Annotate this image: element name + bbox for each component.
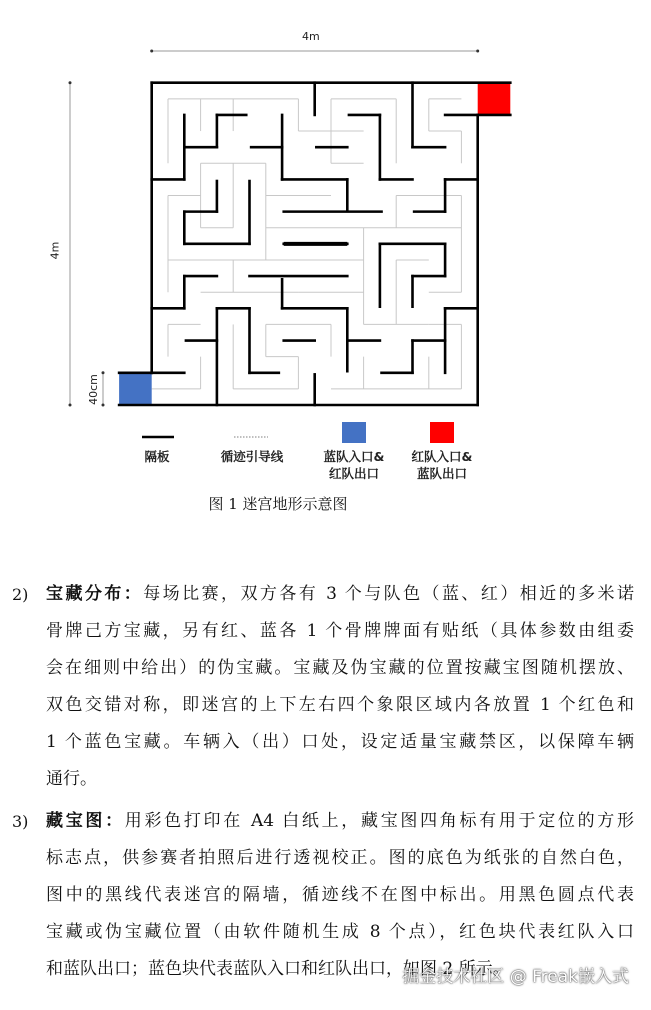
paragraph-line: 1 个蓝色宝藏。车辆入（出）口处，设定适量宝藏禁区，以保障车辆	[46, 732, 634, 752]
legend-wall-label: 隔板	[144, 449, 170, 464]
blue-entrance-block	[119, 373, 152, 405]
figure-caption: 图 1 迷宫地形示意图	[208, 495, 348, 513]
paragraph-line: 宝藏或伪宝藏位置（由软件随机生成 8 个点），红色块代表红队入口	[46, 922, 634, 942]
paragraph-line: 宝藏分布：每场比赛，双方各有 3 个与队色（蓝、红）相近的多米诺	[46, 584, 635, 604]
legend-blue-label	[312, 448, 396, 482]
paragraph-line: 骨牌己方宝藏，另有红、蓝各 1 个骨牌牌面有贴纸（具体参数由组委	[46, 621, 634, 641]
legend-blue-line1: 蓝队入口&	[323, 449, 385, 464]
legend-red-line2: 蓝队出口	[416, 466, 467, 481]
height-dimension-arrow-end	[69, 404, 72, 407]
legend-red-swatch	[430, 422, 454, 443]
paragraph-line: 通行。	[46, 769, 97, 789]
section-title: 宝藏分布：	[46, 584, 144, 604]
paragraph-line: 图中的黑线代表迷宫的隔墙，循迹线不在图中标出。用黑色圆点代表	[46, 885, 634, 905]
watermark: 掘金技术社区 @ Freak嵌入式	[402, 967, 629, 987]
section-number: 3)	[12, 812, 29, 831]
legend-red-line1: 红队入口&	[411, 449, 473, 464]
height-dimension-arrow-end	[69, 81, 72, 84]
paragraph-line: 会在细则中给出）的伪宝藏。宝藏及伪宝藏的位置按藏宝图随机摆放、	[46, 658, 634, 678]
height-dimension-label: 4m	[48, 241, 62, 260]
section-title: 藏宝图：	[46, 811, 125, 831]
section-number: 2)	[12, 585, 29, 604]
width-dimension-label: 4m	[302, 30, 320, 43]
legend-guide-line-label: 循迹引导线	[220, 449, 284, 464]
paragraph-line: 和蓝队出口；蓝色块代表蓝队入口和红队出口，如图 2 所示。	[46, 959, 510, 979]
entrance-dimension-label: 40cm	[86, 374, 100, 405]
width-dimension-arrow-end	[476, 50, 479, 53]
paragraph-line: 标志点，供参赛者拍照后进行透视校正。图的底色为纸张的自然白色，	[46, 848, 634, 868]
legend-red-label	[400, 448, 484, 482]
entrance-dimension-arrow-end	[102, 404, 105, 407]
paragraph-line: 藏宝图：用彩色打印在 A4 白纸上，藏宝图四角标有用于定位的方形	[46, 811, 635, 831]
paragraph-line: 双色交错对称，即迷宫的上下左右四个象限区域内各放置 1 个红色和	[46, 695, 634, 715]
width-dimension-arrow-end	[150, 50, 153, 53]
legend-blue-swatch	[342, 422, 366, 443]
entrance-dimension-arrow-end	[102, 371, 105, 374]
red-entrance-block	[478, 83, 511, 115]
legend-blue-line2: 红队出口	[328, 466, 379, 481]
